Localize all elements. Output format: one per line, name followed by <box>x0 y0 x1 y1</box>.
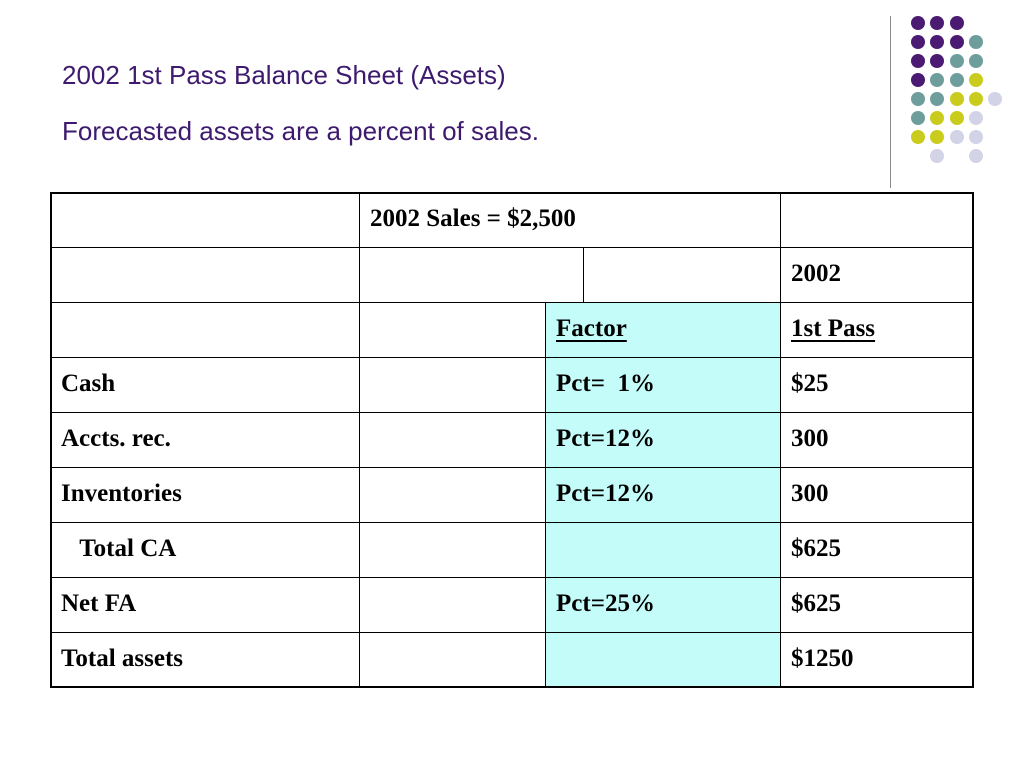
decor-dot <box>969 111 983 125</box>
row-label-inventories: Inventories <box>61 480 182 507</box>
decor-dot <box>930 35 944 49</box>
decorative-divider <box>890 16 891 188</box>
row-factor-inventories: Pct=12% <box>556 480 655 507</box>
decor-dot <box>950 35 964 49</box>
decor-dot <box>950 16 964 30</box>
decor-dot <box>911 73 925 87</box>
row-value-total-assets: $1250 <box>791 645 854 672</box>
decor-dot <box>969 130 983 144</box>
decor-dot <box>911 92 925 106</box>
slide-title: 2002 1st Pass Balance Sheet (Assets) <box>62 60 506 90</box>
row-label-net-fa: Net FA <box>61 590 137 617</box>
decor-dot <box>911 16 925 30</box>
row-value-total-ca: $625 <box>791 535 841 562</box>
decor-dot <box>911 130 925 144</box>
decor-dot <box>950 73 964 87</box>
row-factor-cash: Pct= 1% <box>556 370 655 397</box>
decor-dot <box>988 92 1002 106</box>
decor-dot <box>950 92 964 106</box>
decor-dot <box>930 73 944 87</box>
decor-dot <box>930 16 944 30</box>
decor-dot <box>950 111 964 125</box>
header-sales: 2002 Sales = $2,500 <box>370 205 576 232</box>
header-first-pass: 1st Pass <box>791 315 876 342</box>
row-label-total-ca: Total CA <box>61 535 177 562</box>
balance-sheet-table <box>50 192 974 688</box>
row-factor-net-fa: Pct=25% <box>556 590 655 617</box>
row-label-total-assets: Total assets <box>61 645 184 672</box>
decor-dot <box>911 35 925 49</box>
slide-subtitle: Forecasted assets are a percent of sales. <box>62 116 539 146</box>
decor-dot <box>950 130 964 144</box>
row-label-cash: Cash <box>61 370 116 397</box>
row-value-accts-rec: 300 <box>791 425 829 452</box>
decor-dot <box>969 149 983 163</box>
decor-dot <box>950 54 964 68</box>
decor-dot <box>930 130 944 144</box>
header-factor: Factor <box>556 315 627 342</box>
decor-dot <box>911 111 925 125</box>
row-value-inventories: 300 <box>791 480 829 507</box>
header-year: 2002 <box>791 260 841 287</box>
row-factor-accts-rec: Pct=12% <box>556 425 655 452</box>
decor-dot <box>930 149 944 163</box>
row-value-cash: $25 <box>791 370 829 397</box>
row-value-net-fa: $625 <box>791 590 841 617</box>
row-label-accts-rec: Accts. rec. <box>61 425 171 452</box>
decor-dot <box>969 92 983 106</box>
decor-dot <box>930 54 944 68</box>
decor-dot <box>969 73 983 87</box>
decor-dot <box>930 92 944 106</box>
decor-dot <box>930 111 944 125</box>
decor-dot <box>969 35 983 49</box>
decor-dot <box>969 54 983 68</box>
decor-dot <box>911 54 925 68</box>
